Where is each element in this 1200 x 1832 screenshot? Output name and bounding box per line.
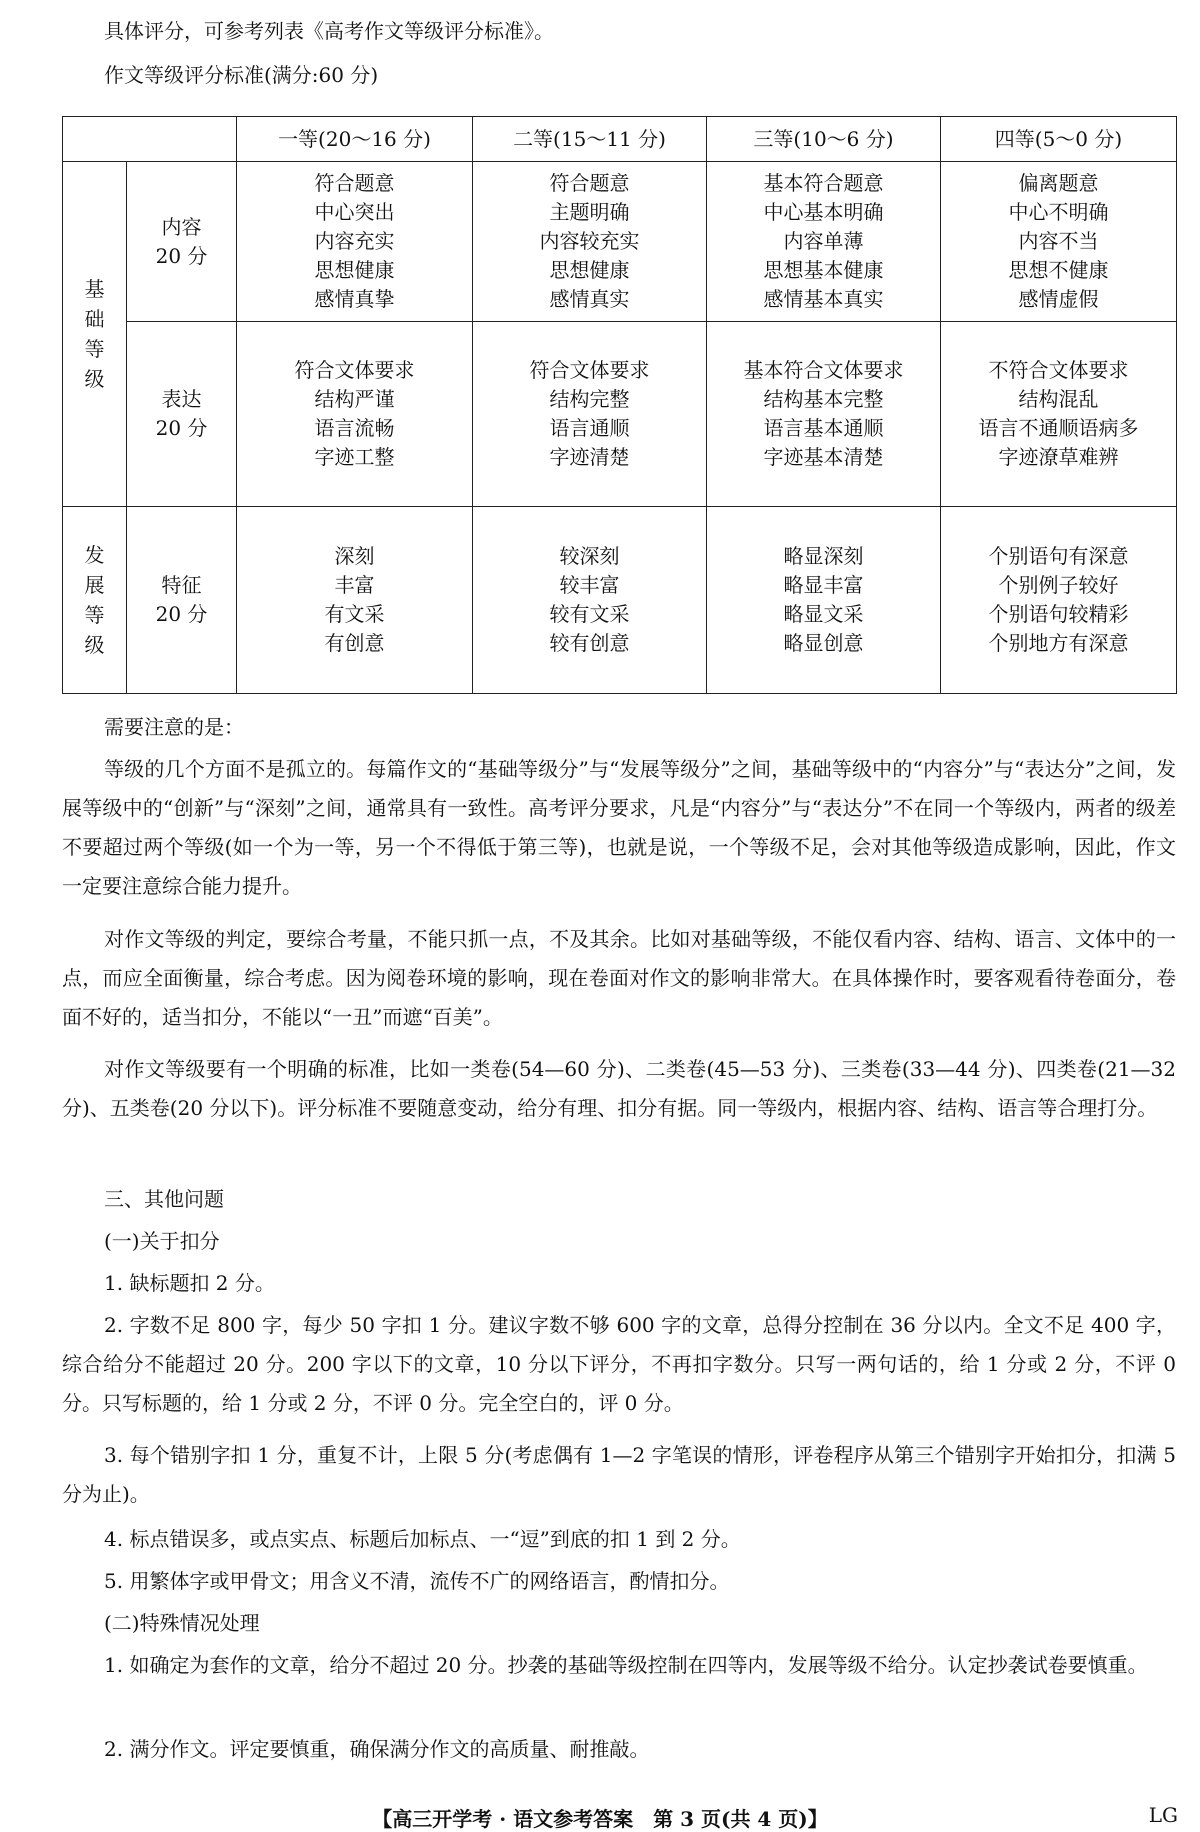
table-cell-line: 符合题意 [314, 171, 395, 196]
table-cell-line: 基本符合文体要求 [743, 357, 904, 382]
table-cell-line: 结构基本完整 [763, 386, 884, 411]
deduction-item-1: 1. 缺标题扣 2 分。 [104, 1271, 275, 1295]
table-cell-line: 基本符合题意 [763, 171, 884, 196]
table-cell-line: 结构严谨 [314, 386, 395, 411]
group-basic-label: 基础等级 [84, 277, 105, 392]
group-dev-cell [63, 506, 127, 693]
table-cell-line: 思想健康 [314, 258, 395, 283]
expression-label: 表达 [161, 386, 202, 411]
deduction-item-4: 4. 标点错误多，或点实点、标题后加标点、一“逗”到底的扣 1 到 2 分。 [104, 1527, 741, 1551]
content-grade-3 [707, 162, 941, 322]
feature-grade-4 [941, 506, 1177, 693]
expression-score: 20 分 [155, 415, 208, 440]
table-cell-line: 语言不通顺语病多 [978, 415, 1139, 440]
table-cell-line: 中心突出 [314, 200, 395, 225]
table-cell-line: 符合文体要求 [294, 357, 415, 382]
header-grade-1: 一等(20～16 分) [237, 117, 473, 162]
table-cell-line: 中心不明确 [1008, 200, 1109, 225]
table-cell-line: 较丰富 [559, 572, 620, 597]
table-cell-line: 感情真实 [549, 287, 630, 312]
table-header-row [63, 117, 1177, 162]
table-cell-line: 偏离题意 [1018, 171, 1099, 196]
table-row-feature [63, 506, 1177, 693]
subsection-special: (二)特殊情况处理 [104, 1611, 260, 1635]
expression-grade-4 [941, 321, 1177, 506]
grading-standard-table [62, 116, 1177, 694]
table-title: 作文等级评分标准(满分:60 分) [104, 63, 379, 87]
content-grade-2 [473, 162, 707, 322]
feature-score: 20 分 [155, 601, 208, 626]
intro-line-1: 具体评分，可参考列表《高考作文等级评分标准》。 [104, 19, 554, 43]
table-row-content [63, 162, 1177, 322]
table-cell-line: 感情虚假 [1018, 287, 1099, 312]
deduction-item-2: 2. 字数不足 800 字，每少 50 字扣 1 分。建议字数不够 600 字的文章，总得分控制在 36 分以内。全文不足 400 字，综合给分不能超过 20 分。200 字以下的文章，10 分以下评分，不再扣字数分。只写一两句话的，给 1 分或 2 分，不评 0 分。只写标题的，给 1 分或 2 分，不评 0 分。完全空白的，评 0 分。 [62, 1313, 1176, 1415]
notes-para-3: 对作文等级要有一个明确的标准，比如一类卷(54—60 分)、二类卷(45—53 分)、三类卷(33—44 分)、四类卷(21—32 分)、五类卷(20 分以下)。评分标准不要随意变动，给分有理、扣分有据。同一等级内，根据内容、结构、语言等合理打分。 [62, 1057, 1176, 1120]
table-cell-line: 个别地方有深意 [988, 630, 1129, 655]
header-blank-cell [63, 117, 237, 162]
content-score: 20 分 [155, 243, 208, 268]
feature-grade-3 [707, 506, 941, 693]
table-cell-line: 语言基本通顺 [763, 415, 884, 440]
group-dev-label: 发展等级 [84, 542, 105, 657]
deduction-item-3: 3. 每个错别字扣 1 分，重复不计，上限 5 分(考虑偶有 1—2 字笔误的情形，评卷程序从第三个错别字开始扣分，扣满 5 分为止)。 [62, 1443, 1176, 1506]
feature-label-cell [127, 506, 237, 693]
header-grade-2: 二等(15～11 分) [473, 117, 707, 162]
expression-grade-2 [473, 321, 707, 506]
table-cell-line: 个别例子较好 [998, 572, 1119, 597]
feature-label: 特征 [161, 572, 202, 597]
table-row-expression [63, 321, 1177, 506]
table-cell-line: 略显深刻 [783, 543, 864, 568]
table-cell-line: 思想健康 [549, 258, 630, 283]
table-cell-line: 语言流畅 [314, 415, 395, 440]
content-grade-1 [237, 162, 473, 322]
table-cell-line: 较有文采 [549, 601, 630, 626]
table-cell-line: 感情真挚 [314, 287, 395, 312]
expression-grade-1 [237, 321, 473, 506]
feature-grade-1 [237, 506, 473, 693]
table-cell-line: 个别语句较精彩 [988, 601, 1129, 626]
table-cell-line: 字迹基本清楚 [763, 444, 884, 469]
table-cell-line: 字迹潦草难辨 [998, 444, 1119, 469]
content-grade-4 [941, 162, 1177, 322]
table-cell-line: 中心基本明确 [763, 200, 884, 225]
subsection-deduction: (一)关于扣分 [104, 1229, 220, 1253]
expression-grade-3 [707, 321, 941, 506]
table-cell-line: 略显丰富 [783, 572, 864, 597]
notes-para-2: 对作文等级的判定，要综合考量，不能只抓一点，不及其余。比如对基础等级，不能仅看内容、结构、语言、文体中的一点，而应全面衡量，综合考虑。因为阅卷环境的影响，现在卷面对作文的影响非常大。在具体操作时，要客观看待卷面分，卷面不好的，适当扣分，不能以“一丑”而遮“百美”。 [62, 927, 1176, 1029]
header-grade-4: 四等(5～0 分) [941, 117, 1177, 162]
table-cell-line: 较有创意 [549, 630, 630, 655]
deduction-item-5: 5. 用繁体字或甲骨文；用含义不清，流传不广的网络语言，酌情扣分。 [104, 1569, 730, 1593]
table-cell-line: 内容单薄 [783, 229, 864, 254]
table-cell-line: 深刻 [334, 543, 375, 568]
table-cell-line: 字迹清楚 [549, 444, 630, 469]
table-cell-line: 结构混乱 [1018, 386, 1099, 411]
table-cell-line: 有文采 [324, 601, 385, 626]
feature-grade-2 [473, 506, 707, 693]
table-cell-line: 个别语句有深意 [988, 543, 1129, 568]
table-cell-line: 语言通顺 [549, 415, 630, 440]
table-cell-line: 丰富 [334, 572, 375, 597]
table-cell-line: 内容充实 [314, 229, 395, 254]
table-cell-line: 主题明确 [549, 200, 630, 225]
table-cell-line: 思想基本健康 [763, 258, 884, 283]
special-item-2: 2. 满分作文。评定要慎重，确保满分作文的高质量、耐推敲。 [104, 1737, 650, 1761]
table-cell-line: 内容不当 [1018, 229, 1099, 254]
table-cell-line: 符合文体要求 [529, 357, 650, 382]
notes-para-1: 等级的几个方面不是孤立的。每篇作文的“基础等级分”与“发展等级分”之间，基础等级中的“内容分”与“表达分”之间，发展等级中的“创新”与“深刻”之间，通常具有一致性。高考评分要求，凡是“内容分”与“表达分”不在同一个等级内，两者的级差不要超过两个等级(如一个为一等，另一个不得低于第三等)，也就是说，一个等级不足，会对其他等级造成影响，因此，作文一定要注意综合能力提升。 [62, 757, 1176, 898]
table-cell-line: 有创意 [324, 630, 385, 655]
page-footer: 【高三开学考 · 语文参考答案 第 3 页(共 4 页)】 [372, 1807, 828, 1831]
content-label: 内容 [161, 214, 202, 239]
table-cell-line: 字迹工整 [314, 444, 395, 469]
notes-heading: 需要注意的是： [104, 715, 244, 739]
table-cell-line: 略显文采 [783, 601, 864, 626]
table-cell-line: 结构完整 [549, 386, 630, 411]
table-cell-line: 不符合文体要求 [988, 357, 1129, 382]
table-cell-line: 内容较充实 [539, 229, 640, 254]
group-basic-cell [63, 162, 127, 507]
table-cell-line: 符合题意 [549, 171, 630, 196]
expression-label-cell [127, 321, 237, 506]
table-cell-line: 略显创意 [783, 630, 864, 655]
footer-code: LG [1148, 1803, 1178, 1827]
section-other-heading: 三、其他问题 [104, 1187, 224, 1211]
special-item-1: 1. 如确定为套作的文章，给分不超过 20 分。抄袭的基础等级控制在四等内，发展等级不给分。认定抄袭试卷要慎重。 [104, 1653, 1148, 1677]
table-cell-line: 思想不健康 [1008, 258, 1109, 283]
content-label-cell [127, 162, 237, 322]
table-cell-line: 感情基本真实 [763, 287, 884, 312]
header-grade-3: 三等(10～6 分) [707, 117, 941, 162]
table-cell-line: 较深刻 [559, 543, 620, 568]
